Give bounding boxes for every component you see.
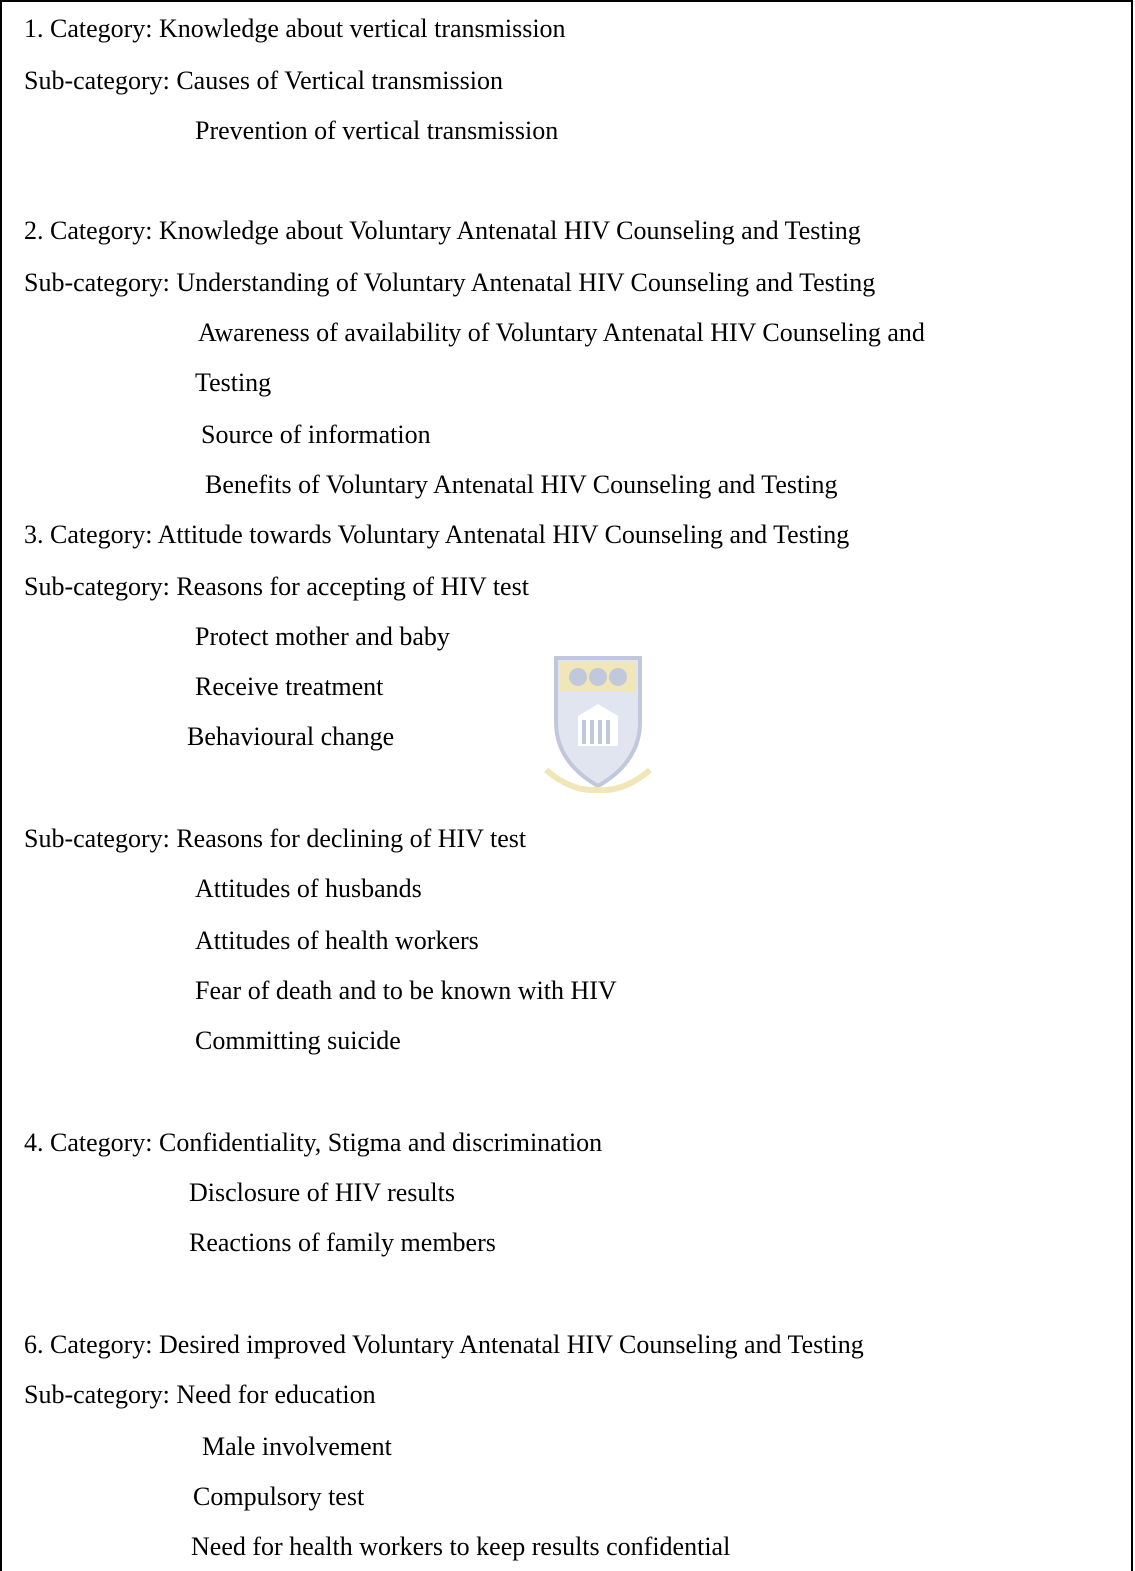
subcategory-item: Attitudes of health workers — [195, 926, 479, 955]
subcategory-label: Sub-category: Reasons for declining of HIV test — [24, 824, 527, 853]
subcategory-item: Prevention of vertical transmission — [195, 116, 559, 145]
subcategory-item: Committing suicide — [195, 1026, 401, 1055]
subcategory-label: Sub-category: Understanding of Voluntary Antenatal HIV Counseling and Testing — [24, 268, 876, 297]
subcategory-item: Male involvement — [202, 1432, 392, 1461]
subcategory-label: Sub-category: Reasons for accepting of HIV test — [24, 572, 529, 601]
subcategory-item-continued: Testing — [195, 368, 272, 397]
subcategory-item: Compulsory test — [193, 1482, 365, 1511]
category-4-heading: 4. Category: Confidentiality, Stigma and discrimination — [24, 1128, 603, 1157]
subcategory-item: Benefits of Voluntary Antenatal HIV Counseling and Testing — [205, 470, 838, 499]
subcategory-item: Fear of death and to be known with HIV — [195, 976, 617, 1005]
subcategory-item: Attitudes of husbands — [195, 874, 422, 903]
subcategory-item: Receive treatment — [195, 672, 384, 701]
subcategory-label: Sub-category: Need for education — [24, 1380, 376, 1409]
category-3-heading: 3. Category: Attitude towards Voluntary Antenatal HIV Counseling and Testing — [24, 520, 850, 549]
subcategory-item: Awareness of availability of Voluntary Antenatal HIV Counseling and — [198, 318, 925, 347]
subcategory-item: Protect mother and baby — [195, 622, 450, 651]
subcategory-item: Disclosure of HIV results — [189, 1178, 455, 1207]
subcategory-item: Source of information — [201, 420, 431, 449]
subcategory-item: Need for health workers to keep results confidential — [191, 1532, 731, 1561]
university-crest-watermark — [542, 652, 654, 796]
category-1-heading: 1. Category: Knowledge about vertical transmission — [24, 14, 566, 43]
category-6-heading: 6. Category: Desired improved Voluntary Antenatal HIV Counseling and Testing — [24, 1330, 864, 1359]
subcategory-item: Behavioural change — [187, 722, 395, 751]
subcategory-label: Sub-category: Causes of Vertical transmission — [24, 66, 503, 95]
category-2-heading: 2. Category: Knowledge about Voluntary Antenatal HIV Counseling and Testing — [24, 216, 861, 245]
subcategory-item: Reactions of family members — [189, 1228, 496, 1257]
